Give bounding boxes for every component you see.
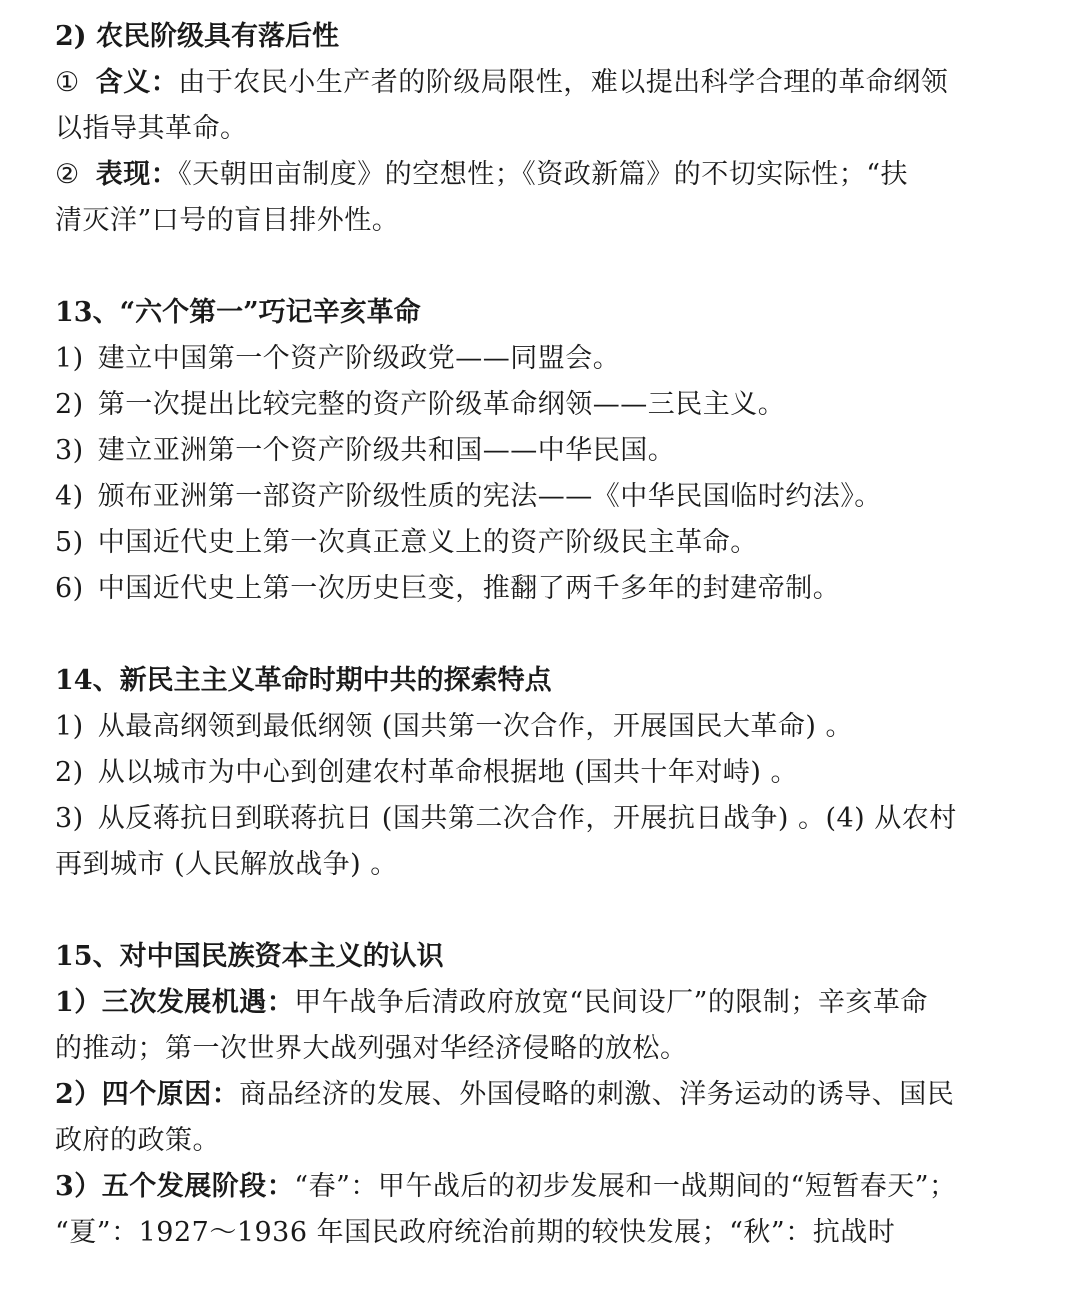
section-gap xyxy=(55,888,1009,934)
paragraph-opportunities-line1 xyxy=(55,980,1009,1026)
paragraph-manifestation-line1 xyxy=(55,152,1009,198)
list-item-number: 2) xyxy=(55,757,84,788)
paragraph-opportunities-line2: 的推动；第一次世界大战列强对华经济侵略的放松。 xyxy=(55,1033,688,1064)
list-item-continuation: 再到城市 (人民解放战争) 。 xyxy=(55,849,398,880)
paragraph-meaning-line2: 以指导其革命。 xyxy=(55,113,248,144)
text-meaning-line1: 由于农民小生产者的阶级局限性，难以提出科学合理的革命纲领 xyxy=(178,67,949,98)
text-opportunities-line1: 甲午战争后清政府放宽“民间设厂”的限制；辛亥革命 xyxy=(294,987,928,1018)
list-item-number: 3) xyxy=(55,803,84,834)
list-item-number: 1) xyxy=(55,711,84,742)
label-reasons: 2）四个原因： xyxy=(55,1079,240,1110)
list-item-text: 中国近代史上第一次真正意义上的资产阶级民主革命。 xyxy=(97,527,758,558)
list-item-number: 3) xyxy=(55,435,84,466)
text-manifestation-line1: 《天朝田亩制度》的空想性；《资政新篇》的不切实际性；“扶 xyxy=(178,159,909,190)
list-item xyxy=(55,796,1009,842)
section-gap xyxy=(55,612,1009,658)
paragraph-meaning-line1 xyxy=(55,60,1009,106)
list-item xyxy=(55,750,1009,796)
paragraph-reasons-line2: 政府的政策。 xyxy=(55,1125,220,1156)
list-item-text: 颁布亚洲第一部资产阶级性质的宪法——《中华民国临时约法》。 xyxy=(97,481,882,512)
label-manifestation: 表现： xyxy=(95,159,179,190)
list-item-number: 5) xyxy=(55,527,84,558)
circled-marker-2: ② xyxy=(55,159,80,190)
list-item xyxy=(55,428,1009,474)
list-item-text: 第一次提出比较完整的资产阶级革命纲领——三民主义。 xyxy=(97,389,786,420)
list-item-number: 1) xyxy=(55,343,84,374)
text-stages-line1: “春”：甲午战后的初步发展和一战期间的“短暂春天”； xyxy=(294,1171,957,1202)
list-item xyxy=(55,336,1009,382)
list-item-number: 2) xyxy=(55,389,84,420)
section-heading-15: 15、对中国民族资本主义的认识 xyxy=(55,941,444,972)
paragraph-reasons-line1 xyxy=(55,1072,1009,1118)
section-heading-13: 13、“六个第一”巧记辛亥革命 xyxy=(55,297,421,328)
list-item-text: 从反蒋抗日到联蒋抗日 (国共第二次合作，开展抗日战争) 。(4) 从农村 xyxy=(97,803,957,834)
text-reasons-line1: 商品经济的发展、外国侵略的刺激、洋务运动的诱导、国民 xyxy=(239,1079,955,1110)
list-item xyxy=(55,382,1009,428)
list-item-text: 建立亚洲第一个资产阶级共和国——中华民国。 xyxy=(97,435,676,466)
list-item xyxy=(55,520,1009,566)
label-stages: 3）五个发展阶段： xyxy=(55,1171,295,1202)
label-opportunities: 1）三次发展机遇： xyxy=(55,987,295,1018)
list-item-text: 从最高纲领到最低纲领 (国共第一次合作，开展国民大革命) 。 xyxy=(97,711,853,742)
list-item xyxy=(55,704,1009,750)
list-item-number: 4) xyxy=(55,481,84,512)
list-item-text: 中国近代史上第一次历史巨变，推翻了两千多年的封建帝制。 xyxy=(97,573,841,604)
paragraph-stages-line2: “夏”：1927～1936 年国民政府统治前期的较快发展；“秋”：抗战时 xyxy=(55,1217,896,1248)
list-item-number: 6) xyxy=(55,573,84,604)
list-item-text: 建立中国第一个资产阶级政党——同盟会。 xyxy=(97,343,621,374)
paragraph-stages-line1 xyxy=(55,1164,1009,1210)
circled-marker-1: ① xyxy=(55,67,80,98)
section-gap xyxy=(55,244,1009,290)
list-item xyxy=(55,566,1009,612)
paragraph-manifestation-line2: 清灭洋”口号的盲目排外性。 xyxy=(55,205,400,236)
label-meaning: 含义： xyxy=(95,67,179,98)
list-item xyxy=(55,474,1009,520)
section-heading-14: 14、新民主主义革命时期中共的探索特点 xyxy=(55,665,552,696)
list-item-text: 从以城市为中心到创建农村革命根据地 (国共十年对峙) 。 xyxy=(97,757,798,788)
section-heading-peasant: 2) 农民阶级具有落后性 xyxy=(55,21,339,52)
